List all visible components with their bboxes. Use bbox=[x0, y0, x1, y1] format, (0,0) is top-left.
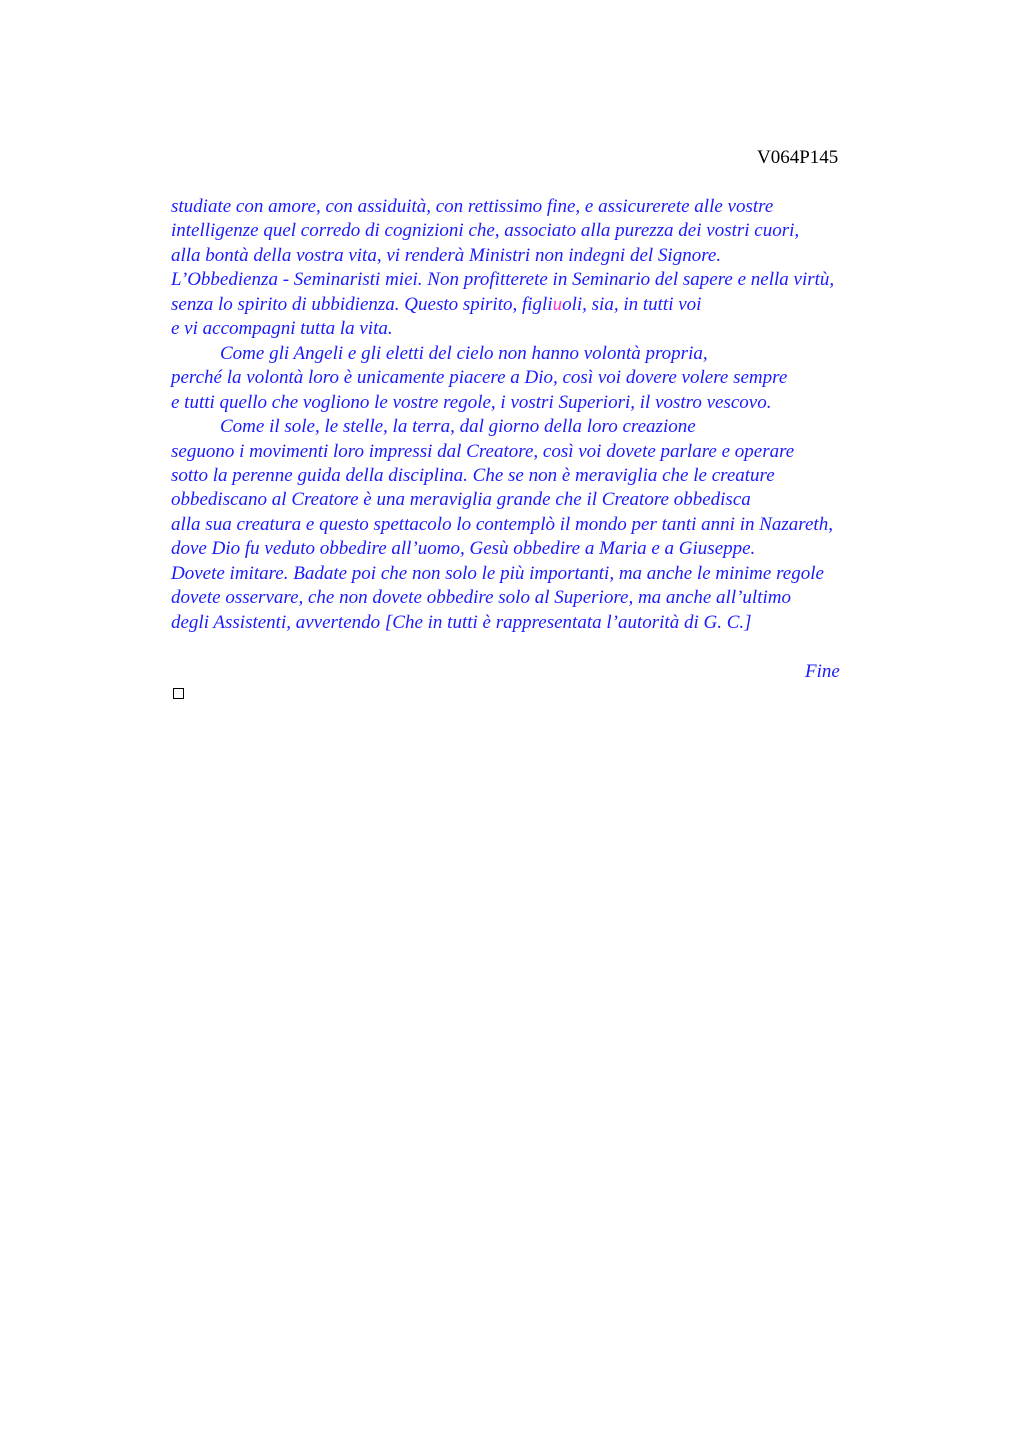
text-line: alla bontà della vostra vita, vi renderà Ministri non indegni del Signore. bbox=[171, 244, 722, 266]
text-line: alla sua creatura e questo spettacolo lo contemplò il mondo per tanti anni in Nazareth, bbox=[171, 513, 833, 535]
text-line: sotto la perenne guida della disciplina. Che se non è meraviglia che le creature bbox=[171, 464, 775, 486]
text-line: L’Obbedienza - Seminaristi miei. Non profitterete in Seminario del sapere e nella virtù, bbox=[171, 269, 835, 291]
document-body bbox=[171, 195, 911, 635]
text-line: degli Assistenti, avvertendo [Che in tutti è rappresentata l’autorità di G. C.] bbox=[171, 611, 752, 633]
text-line: e tutti quello che vogliono le vostre regole, i vostri Superiori, il vostro vescovo. bbox=[171, 391, 772, 413]
text-line: Dovete imitare. Badate poi che non solo le più importanti, ma anche le minime regole bbox=[171, 562, 824, 584]
text-line: obbediscano al Creatore è una meraviglia grande che il Creatore obbedisca bbox=[171, 489, 751, 511]
text-segment: senza lo spirito di ubbidienza. Questo spirito, figli bbox=[171, 293, 553, 315]
text-line: studiate con amore, con assiduità, con rettissimo fine, e assicurerete alle vostre bbox=[171, 196, 774, 217]
text-segment: oli, sia, in tutti voi bbox=[562, 293, 702, 315]
text-line-with-highlight bbox=[171, 293, 911, 317]
text-line: e vi accompagni tutta la vita. bbox=[171, 318, 393, 340]
closing-word: Fine bbox=[805, 661, 840, 682]
highlighted-letter: u bbox=[552, 293, 563, 315]
text-line-indented: Come gli Angeli e gli eletti del cielo non hanno volontà propria, bbox=[220, 342, 708, 364]
text-line-indented: Come il sole, le stelle, la terra, dal giorno della loro creazione bbox=[220, 416, 696, 438]
text-line: dovete osservare, che non dovete obbedire solo al Superiore, ma anche all’ultimo bbox=[171, 587, 791, 609]
text-line: dove Dio fu veduto obbedire all’uomo, Gesù obbedire a Maria e a Giuseppe. bbox=[171, 538, 756, 560]
text-line: perché la volontà loro è unicamente piacere a Dio, così voi dovere volere sempre bbox=[171, 367, 788, 389]
end-marker-box bbox=[173, 688, 184, 699]
page-identifier: V064P145 bbox=[757, 147, 839, 168]
text-line: intelligenze quel corredo di cognizioni che, associato alla purezza dei vostri cuori, bbox=[171, 220, 800, 242]
text-line: seguono i movimenti loro impressi dal Creatore, così voi dovete parlare e operare bbox=[171, 440, 795, 462]
